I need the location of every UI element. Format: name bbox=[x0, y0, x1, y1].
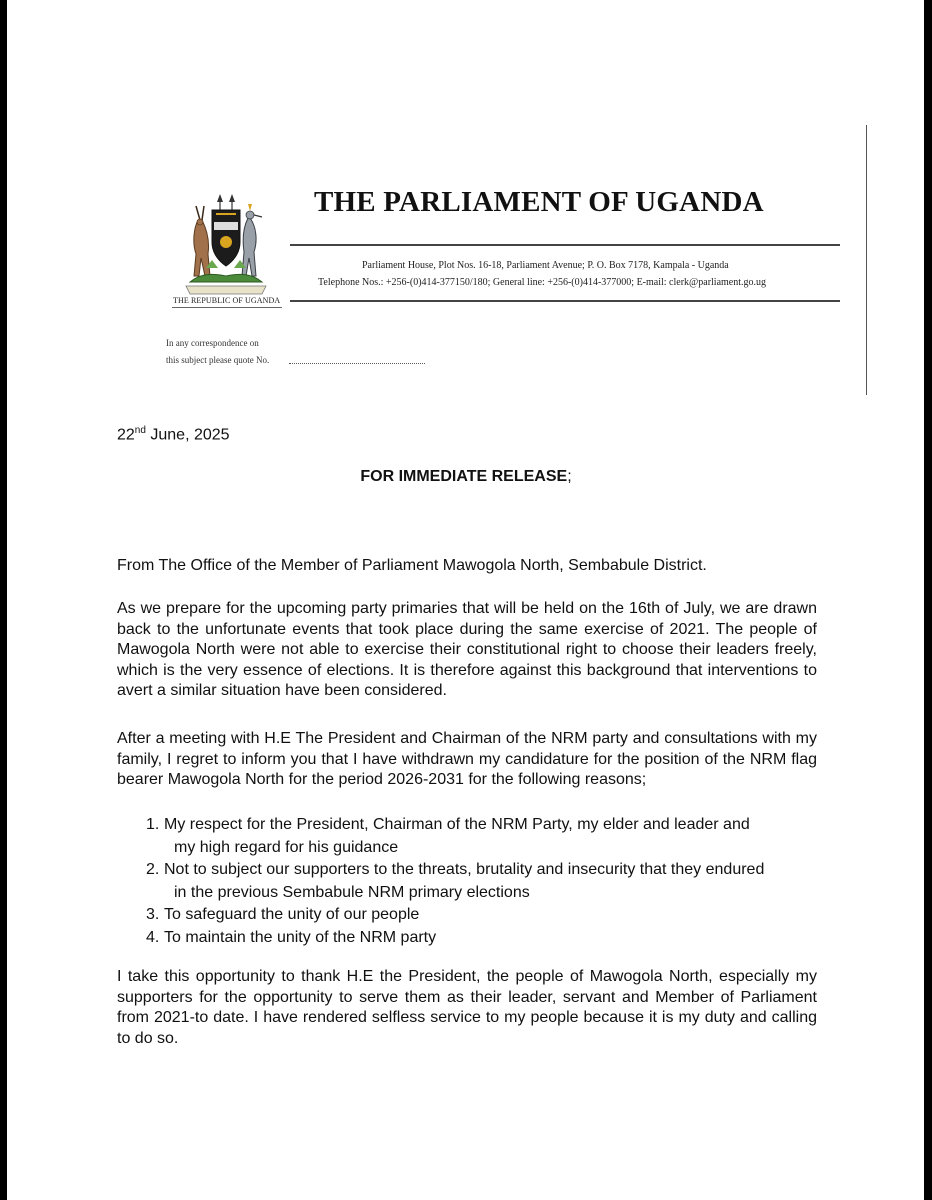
scan-edge-left bbox=[0, 0, 7, 1200]
from-line: From The Office of the Member of Parliament Mawogola North, Sembabule District. bbox=[117, 557, 707, 574]
list-item-line: My respect for the President, Chairman of the NRM Party, my elder and leader and bbox=[164, 816, 750, 833]
reference-number-blank bbox=[289, 363, 425, 364]
list-item bbox=[146, 904, 836, 927]
list-item bbox=[146, 927, 836, 950]
list-item-number: 2. bbox=[146, 861, 160, 878]
date-day: 22 bbox=[117, 426, 135, 444]
list-item bbox=[146, 859, 836, 904]
letterhead-telephone: Telephone Nos.: +256-(0)414-377150/180; General line: +256-(0)414-377000; E-mail: clerk@parliament.go.ug bbox=[318, 277, 767, 288]
letterhead-address: Parliament House, Plot Nos. 16-18, Parliament Avenue; P. O. Box 7178, Kampala - Uganda bbox=[362, 260, 729, 271]
crest-caption: THE REPUBLIC OF UGANDA bbox=[173, 296, 281, 305]
list-item-text bbox=[164, 927, 836, 950]
date-rest: June, 2025 bbox=[145, 426, 230, 444]
list-item-line: Not to subject our supporters to the threats, brutality and insecurity that they endured bbox=[164, 861, 765, 878]
list-item-number: 1. bbox=[146, 816, 160, 833]
list-item bbox=[146, 814, 836, 859]
paragraph-1: As we prepare for the upcoming party primaries that will be held on the 16th of July, we are drawn back to the unfortunate events that took place during the same exercise of 2021. The people of Mawogola North were not able to exercise their constitutional right to choose their leaders freely, which is the very essence of elections. It is therefore against this background that interventions to avert a similar situation have been considered. bbox=[117, 600, 817, 699]
letterhead-rule-top bbox=[290, 244, 840, 246]
list-item-line: To maintain the unity of the NRM party bbox=[164, 928, 437, 946]
correspondence-note-line-2: this subject please quote No. bbox=[166, 355, 270, 365]
list-item-line: To safeguard the unity of our people bbox=[164, 906, 420, 923]
date-suffix: nd bbox=[134, 425, 146, 436]
correspondence-note-line-1: In any correspondence on bbox=[166, 338, 259, 348]
list-item-line-continued: in the previous Sembabule NRM primary elections bbox=[174, 883, 530, 901]
reasons-list bbox=[146, 814, 836, 949]
crest-caption-rule bbox=[172, 307, 282, 308]
list-item-line-continued: my high regard for his guidance bbox=[174, 838, 399, 856]
list-item-number: 4. bbox=[146, 928, 160, 946]
letterhead-vertical-rule bbox=[866, 125, 867, 395]
release-punct: ; bbox=[567, 468, 572, 485]
letterhead-title: THE PARLIAMENT OF UGANDA bbox=[314, 186, 764, 218]
scan-edge-right bbox=[924, 0, 932, 1200]
paragraph-2: After a meeting with H.E The President and Chairman of the NRM party and consultations with my family, I regret to inform you that I have withdrawn my candidature for the position of the NRM flag bearer Mawogola North for the period 2026-2031 for the following reasons; bbox=[117, 730, 817, 788]
release-heading bbox=[0, 468, 932, 486]
paragraph-3: I take this opportunity to thank H.E the President, the people of Mawogola North, especially my supporters for the opportunity to serve them as their leader, servant and Member of Parliament from 2021-to date. I have rendered selfless service to my people because it is my duty and calling to do so. bbox=[117, 968, 817, 1047]
list-item-text bbox=[164, 904, 836, 927]
release-label: FOR IMMEDIATE RELEASE bbox=[360, 468, 568, 485]
list-item-text bbox=[164, 859, 836, 904]
list-item-number: 3. bbox=[146, 906, 160, 923]
letterhead-rule-bottom bbox=[290, 300, 840, 302]
list-item-text bbox=[164, 814, 836, 859]
letter-date bbox=[117, 425, 230, 444]
coat-of-arms-icon bbox=[176, 190, 276, 300]
